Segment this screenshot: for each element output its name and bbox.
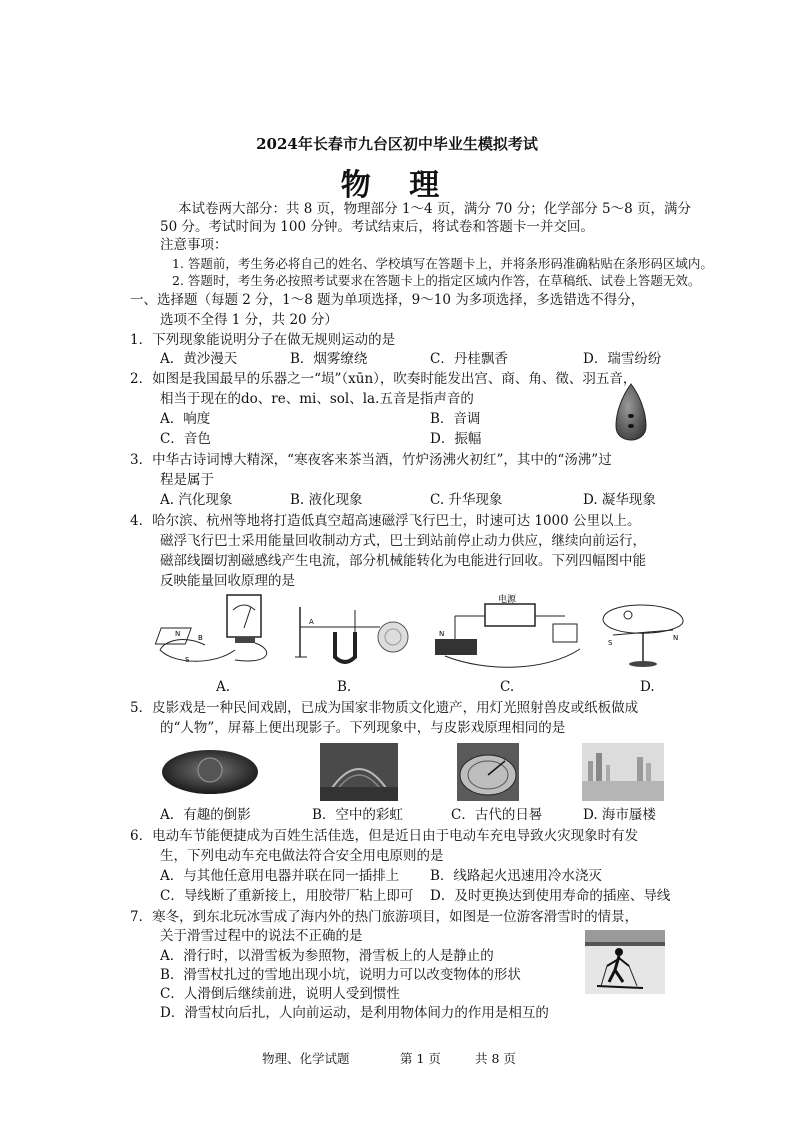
q5-reflection-image — [160, 748, 260, 796]
q5-option-b: B．空中的彩虹 — [312, 807, 403, 823]
q4-figure-d — [598, 600, 688, 670]
q1-stem: 1．下列现象能说明分子在做无规则运动的是 — [130, 332, 396, 348]
svg-text:N: N — [673, 634, 679, 642]
q2-stem-2: 相当于现在的do、re、mi、sol、la.五音是指声音的 — [160, 391, 474, 407]
subject-title: 物 理 — [340, 168, 454, 203]
q4-stem-2: 磁浮飞行巴士采用能量回收制动方式，巴士到站前停止动力供应，继续向前运行， — [160, 533, 646, 549]
q3-option-b: B. 液化现象 — [290, 492, 363, 508]
svg-text:N: N — [175, 630, 181, 638]
q2-option-d: D．振幅 — [430, 431, 482, 447]
exam-title: 2024年长春市九台区初中毕业生模拟考试 — [256, 135, 538, 153]
q7-stem-2: 关于滑雪过程中的说法不正确的是 — [160, 928, 363, 944]
q2-option-b: B．音调 — [430, 411, 481, 427]
q4-stem-1: 4．哈尔滨、杭州等地将打造低真空超高速磁浮飞行巴士，时速可达 1000 公里以上。 — [130, 513, 641, 529]
q6-option-a: A．与其他任意用电器并联在同一插排上 — [160, 868, 400, 884]
q3-stem-2: 程是属于 — [160, 472, 214, 488]
q7-option-c: C．人滑倒后继续前进，说明人受到惯性 — [160, 986, 400, 1002]
q6-stem-1: 6．电动车节能便捷成为百姓生活佳选，但是近日由于电动车充电导致火灾现象时有发 — [130, 828, 639, 844]
q5-mirage-image — [582, 743, 664, 801]
q4-stem-4: 反映能量回收原理的是 — [160, 573, 295, 589]
q6-option-b: B．线路起火迅速用冷水浇灭 — [430, 868, 602, 884]
q5-option-c: C．古代的日晷 — [451, 807, 543, 823]
q6-stem-2: 生，下列电动车充电做法符合安全用电原则的是 — [160, 848, 444, 864]
q4-figure-c — [425, 594, 595, 674]
q4-stem-3: 磁部线圈切割磁感线产生电流，部分机械能转化为电能进行回收。下列四幅图中能 — [160, 553, 646, 569]
q5-stem-1: 5．皮影戏是一种民间戏剧，已成为国家非物质文化遗产，用灯光照射兽皮或纸板做成 — [130, 700, 639, 716]
q7-stem-1: 7．寒冬，到东北玩冰雪成了海内外的热门旅游项目，如图是一位游客滑雪时的情景， — [130, 909, 639, 925]
q7-option-d: D．滑雪杖向后扎，人向前运动，是利用物体间力的作用是相互的 — [160, 1005, 549, 1021]
q4-option-c: C. — [500, 679, 515, 695]
q1-option-c: C．丹桂飘香 — [430, 351, 508, 367]
q4-figure-a — [155, 590, 285, 670]
footer-total-pages: 共 8 页 — [475, 1051, 516, 1066]
q5-sundial-image — [457, 743, 519, 801]
q3-option-c: C. 升华现象 — [430, 492, 503, 508]
q5-rainbow-image — [320, 743, 398, 801]
footer-page-number: 第 1 页 — [400, 1051, 441, 1066]
q5-stem-2: 的“人物”，屏幕上便出现影子。下列现象中，与皮影戏原理相同的是 — [160, 720, 566, 736]
q2-option-a: A．响度 — [160, 411, 211, 427]
xun-instrument-image — [612, 382, 650, 442]
q5-option-a: A．有趣的倒影 — [160, 807, 251, 823]
q6-option-c: C．导线断了重新接上，用胶带厂粘上即可 — [160, 888, 414, 904]
q7-skier-image — [585, 930, 665, 994]
section-1-heading-2: 选项不全得 1 分，共 20 分） — [160, 312, 338, 328]
q3-stem-1: 3．中华古诗词博大精深，“寒夜客来茶当酒，竹炉汤沸火初红”，其中的“汤沸”过 — [130, 452, 612, 468]
q4-figure-b — [295, 602, 415, 672]
svg-text:B: B — [198, 634, 203, 642]
q2-option-c: C．音色 — [160, 431, 211, 447]
svg-text:N: N — [439, 630, 445, 638]
q3-option-d: D. 凝华现象 — [583, 492, 656, 508]
svg-text:S: S — [185, 656, 190, 664]
svg-text:A: A — [309, 618, 314, 626]
intro-line-1: 本试卷两大部分：共 8 页，物理部分 1～4 页，满分 70 分；化学部分 5～8 页，满分 — [178, 201, 691, 217]
q6-option-d: D．及时更换达到使用寿命的插座、导线 — [430, 888, 671, 904]
notice-label: 注意事项： — [160, 237, 228, 253]
q4-option-a: A. — [216, 679, 231, 695]
q3-option-a: A. 汽化现象 — [160, 492, 233, 508]
q2-stem-1: 2．如图是我国最早的乐器之一“埙”（xūn），吹奏时能发出宫、商、角、徵、羽五音， — [130, 371, 637, 387]
q1-option-d: D．瑞雪纷纷 — [583, 351, 662, 367]
q4-option-b: B. — [337, 679, 352, 695]
q7-option-a: A．滑行时，以滑雪板为参照物，滑雪板上的人是静止的 — [160, 948, 494, 964]
svg-text:S: S — [608, 639, 613, 647]
q5-option-d: D. 海市蜃楼 — [583, 807, 656, 823]
notice-2: 2. 答题时，考生务必按照考试要求在答题卡上的指定区域内作答，在草稿纸、试卷上答题无效。 — [172, 273, 701, 288]
q1-option-b: B．烟雾缭绕 — [290, 351, 368, 367]
q4-option-d: D. — [640, 679, 655, 695]
notice-1: 1. 答题前，考生务必将自己的姓名、学校填写在答题卡上，并将条形码准确粘贴在条形码区域内。 — [172, 256, 713, 271]
q1-option-a: A．黄沙漫天 — [160, 351, 238, 367]
footer-subject: 物理、化学试题 — [262, 1051, 350, 1066]
q4-figure-c-label: 电源 — [498, 595, 517, 605]
q7-option-b: B．滑雪杖扎过的雪地出现小坑，说明力可以改变物体的形状 — [160, 967, 521, 983]
section-1-heading: 一、选择题（每题 2 分，1～8 题为单项选择，9～10 为多项选择，多选错选不得分， — [130, 292, 645, 308]
intro-line-2: 50 分。考试时间为 100 分钟。考试结束后，将试卷和答题卡一并交回。 — [160, 219, 594, 235]
